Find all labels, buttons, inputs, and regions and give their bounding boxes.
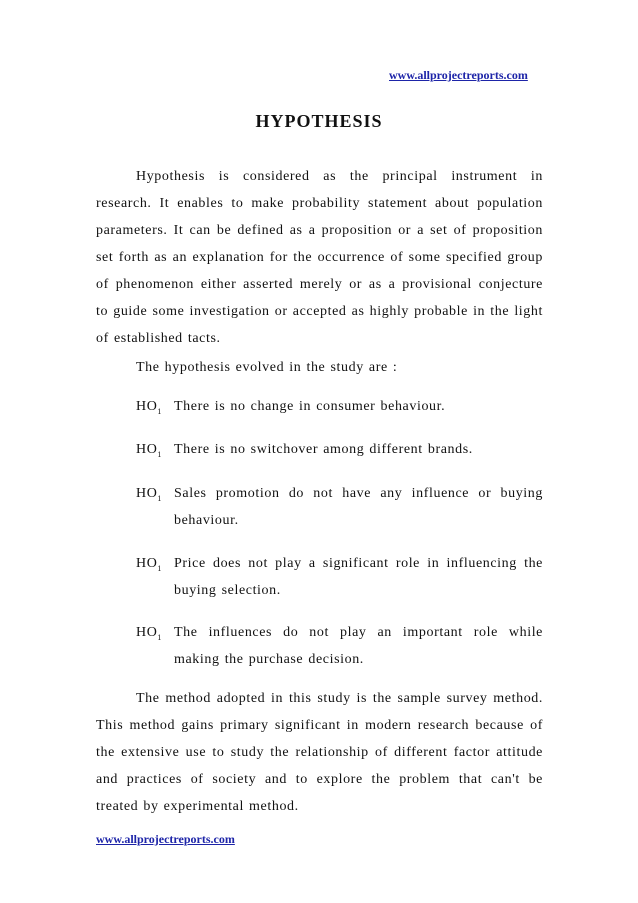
hypothesis-item bbox=[136, 550, 543, 604]
hypothesis-item bbox=[136, 480, 543, 534]
hypothesis-code: $HO_1$ bbox=[136, 442, 163, 459]
hypothesis-text: Sales promotion do not have any influence or buying behaviour. bbox=[174, 486, 543, 528]
hypothesis-code: $HO_1$ bbox=[136, 399, 163, 416]
method-paragraph: The method adopted in this study is the sample survey method. This method gains primary significant in modern research because of the extensive use to study the relationship of different factor attitude and practices of society and to explore the problem that can't be treated by experimental method. bbox=[96, 691, 543, 814]
hypothesis-text: There is no change in consumer behaviour. bbox=[174, 399, 446, 414]
hypothesis-code: $HO_1$ bbox=[136, 486, 163, 503]
hypothesis-text: The influences do not play an important role while making the purchase decision. bbox=[174, 625, 543, 667]
hypothesis-code: $HO_1$ bbox=[136, 556, 163, 573]
hypothesis-item bbox=[136, 393, 543, 420]
hypothesis-item bbox=[136, 619, 543, 673]
hypothesis-item bbox=[136, 436, 543, 463]
page-title: HYPOTHESIS bbox=[255, 111, 383, 131]
hypothesis-text: Price does not play a significant role in influencing the buying selection. bbox=[174, 556, 543, 598]
hypotheses-intro: The hypothesis evolved in the study are : bbox=[136, 360, 398, 375]
hypothesis-code: $HO_1$ bbox=[136, 625, 163, 642]
hypothesis-text: There is no switchover among different brands. bbox=[174, 442, 473, 457]
header-website-link[interactable]: www.allprojectreports.com bbox=[389, 68, 528, 82]
footer-website-link[interactable]: www.allprojectreports.com bbox=[96, 832, 235, 846]
intro-paragraph: Hypothesis is considered as the principal instrument in research. It enables to make probability statement about population parameters. It can be defined as a proposition or a set of proposition set forth as an explanation for the occurrence of some specified group of phenomenon either asserted merely or as a provisional conjecture to guide some investigation or accepted as highly probable in the light of established tacts. bbox=[96, 169, 543, 346]
